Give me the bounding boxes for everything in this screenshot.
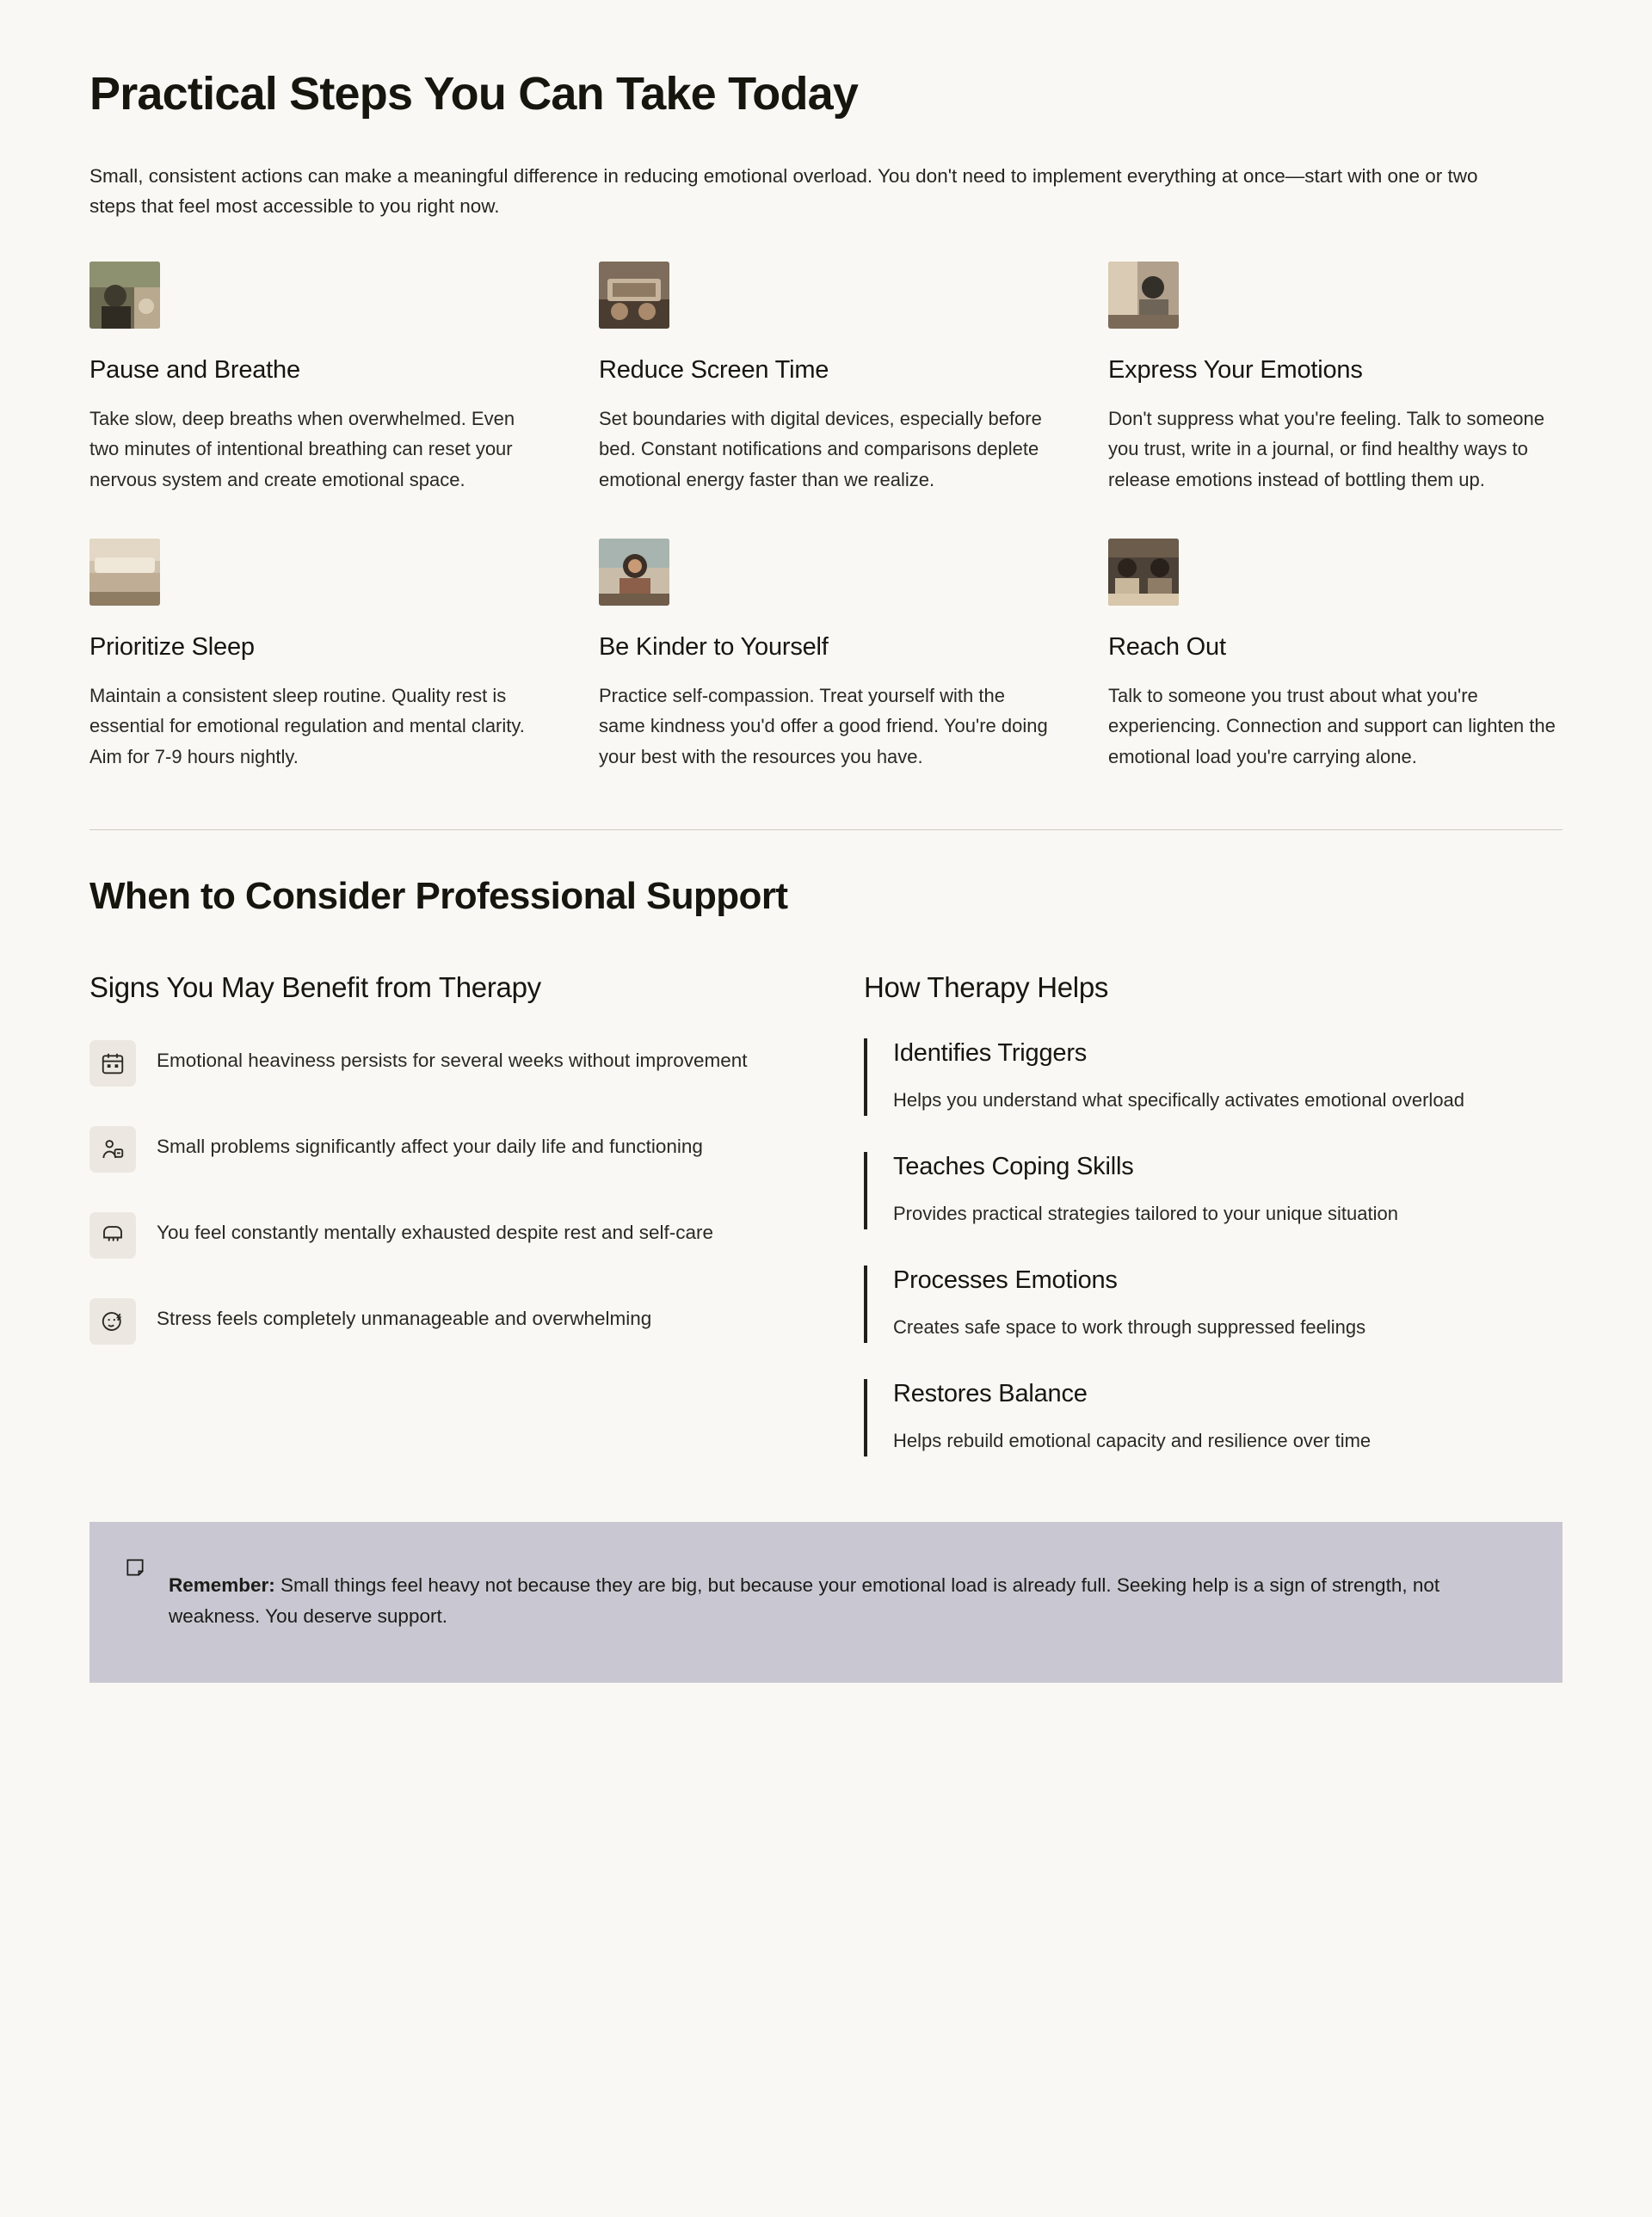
helps-column [864, 971, 1563, 1493]
step-card [89, 539, 544, 816]
step-title: Be Kinder to Yourself [599, 632, 829, 661]
step-title: Pause and Breathe [89, 355, 300, 384]
note-icon [124, 1551, 146, 1583]
list-item [864, 1038, 1563, 1116]
professional-support-title: When to Consider Professional Support [89, 874, 788, 917]
step-card [599, 539, 1053, 816]
step-body: Talk to someone you trust about what you're experiencing. Connection and support can lighten the emotional load you're carrying alone. [1108, 684, 1556, 767]
step-title: Reduce Screen Time [599, 355, 829, 384]
step-card [1108, 539, 1563, 816]
step-body: Maintain a consistent sleep routine. Quality rest is essential for emotional regulation and mental clarity. Aim for 7-9 hours nightly. [89, 684, 525, 767]
list-item-text: Stress feels completely unmanageable and overwhelming [157, 1307, 652, 1329]
help-body: Helps rebuild emotional capacity and resilience over time [893, 1430, 1372, 1452]
tired-head-icon [89, 1212, 136, 1259]
two-people-talking-photo [1108, 539, 1179, 606]
page-bottom-spacer [89, 1683, 1563, 1777]
list-item [864, 1152, 1563, 1229]
list-item-text: Small problems significantly affect your daily life and functioning [157, 1135, 703, 1157]
list-item [89, 1298, 864, 1345]
bedroom-bed-photo [89, 539, 160, 606]
step-card [599, 262, 1053, 539]
list-item [89, 1212, 864, 1259]
remember-text [169, 1570, 1528, 1632]
list-item [89, 1126, 864, 1173]
section-divider [89, 829, 1563, 830]
list-item [864, 1379, 1563, 1456]
help-title: Teaches Coping Skills [893, 1152, 1134, 1180]
practical-steps-grid [89, 262, 1563, 816]
step-body: Practice self-compassion. Treat yourself with the same kindness you'd offer a good friend. You're doing your best with the resources you have. [599, 684, 1048, 767]
remember-label: Remember: [169, 1574, 275, 1597]
signs-column [89, 971, 864, 1493]
calendar-icon [89, 1040, 136, 1087]
page-title: Practical Steps You Can Take Today [89, 68, 859, 120]
remember-body: Small things feel heavy not because they are big, but because your emotional load is already full. Seeking help is a sign of strength, not weakness. You deserve support. [169, 1574, 1440, 1628]
list-item-text: Emotional heaviness persists for several weeks without improvement [157, 1049, 748, 1071]
step-title: Express Your Emotions [1108, 355, 1363, 384]
woman-smiling-at-table-photo [599, 539, 669, 606]
step-body: Set boundaries with digital devices, especially before bed. Constant notifications and comparisons deplete emotional energy faster than we realize. [599, 407, 1042, 491]
help-title: Identifies Triggers [893, 1038, 1088, 1067]
help-body: Provides practical strategies tailored to your unique situation [893, 1203, 1398, 1225]
step-card [89, 262, 544, 539]
hands-on-laptop-photo [599, 262, 669, 329]
remember-callout [89, 1522, 1563, 1683]
list-item [89, 1040, 864, 1087]
step-body: Take slow, deep breaths when overwhelmed. Even two minutes of intentional breathing can reset your nervous system and create emotional space. [89, 407, 515, 491]
help-title: Restores Balance [893, 1379, 1088, 1407]
person-breathing-photo [89, 262, 160, 329]
person-overwhelmed-icon [89, 1126, 136, 1173]
signs-list [89, 1040, 864, 1345]
help-body: Creates safe space to work through suppressed feelings [893, 1316, 1366, 1339]
signs-column-title: Signs You May Benefit from Therapy [89, 970, 541, 1003]
helps-list [864, 1038, 1563, 1456]
helps-column-title: How Therapy Helps [864, 970, 1109, 1003]
step-title: Reach Out [1108, 632, 1226, 661]
help-title: Processes Emotions [893, 1266, 1118, 1294]
support-columns [89, 971, 1563, 1493]
help-body: Helps you understand what specifically activates emotional overload [893, 1089, 1465, 1112]
stressed-face-icon [89, 1298, 136, 1345]
person-writing-journal-photo [1108, 262, 1179, 329]
list-item [864, 1266, 1563, 1343]
list-item-text: You feel constantly mentally exhausted despite rest and self-care [157, 1221, 714, 1243]
step-card [1108, 262, 1563, 539]
step-title: Prioritize Sleep [89, 632, 255, 661]
step-body: Don't suppress what you're feeling. Talk to someone you trust, write in a journal, or find healthy ways to release emotions instead of bottling them up. [1108, 407, 1544, 491]
section-intro-text: Small, consistent actions can make a meaningful difference in reducing emotional overload. You don't need to implement everything at once—start with one or two steps that feel most accessible to you right now. [89, 165, 1478, 217]
